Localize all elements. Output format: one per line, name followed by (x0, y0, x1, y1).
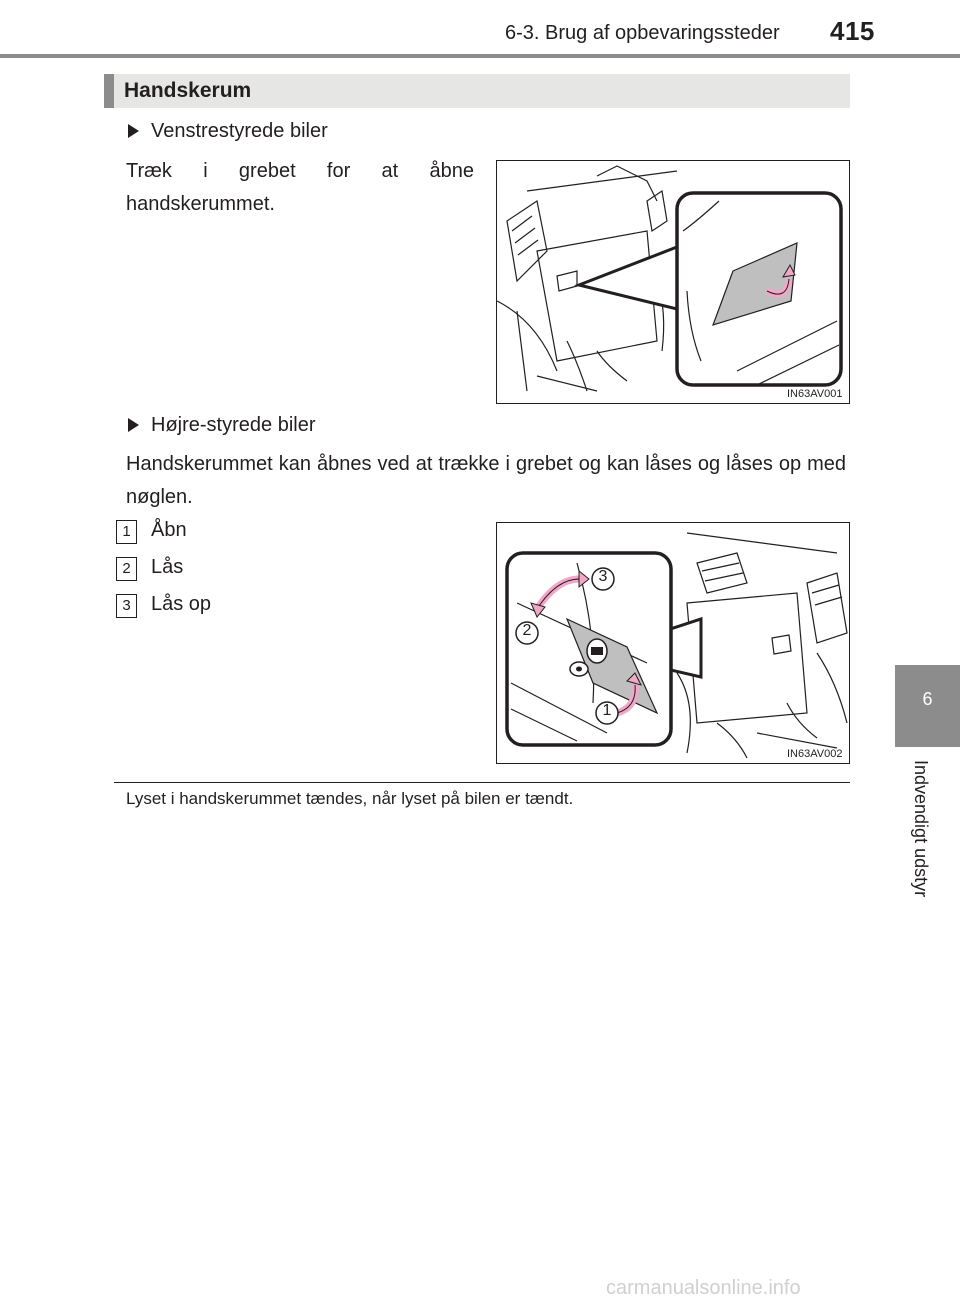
callout-2: 2 (522, 622, 532, 639)
item-number-1: 1 (116, 520, 137, 544)
note-rule (114, 782, 850, 783)
left-hand-text: Træk i grebet for at åbne handskerummet. (126, 160, 474, 215)
item-label-open: Åbn (151, 519, 187, 541)
figure-code-right: IN63AV002 (787, 748, 843, 760)
bullet-arrow-icon (128, 124, 139, 138)
item-number-2: 2 (116, 557, 137, 581)
header-rule (0, 54, 960, 58)
section-bar-accent (104, 74, 114, 108)
page-number: 415 (830, 16, 875, 46)
chapter-label: Indvendigt udstyr (911, 760, 931, 898)
figure-right-hand (496, 522, 850, 764)
header-title: 6-3. Brug af opbevaringssteder (505, 22, 780, 44)
item-number-3: 3 (116, 594, 137, 618)
callout-3: 3 (598, 568, 608, 585)
callout-1: 1 (602, 702, 612, 719)
bullet-arrow-icon (128, 418, 139, 432)
left-hand-label: Venstrestyrede biler (151, 120, 328, 142)
figure-left-hand (496, 160, 850, 404)
figure-code-left: IN63AV001 (787, 388, 843, 400)
note-text: Lyset i handskerummet tændes, når lyset på bilen er tændt. (126, 789, 574, 808)
glovebox-left-illustration (497, 161, 849, 403)
right-hand-label: Højre-styrede biler (151, 414, 316, 436)
chapter-number: 6 (922, 689, 933, 709)
watermark: carmanualsonline.info (606, 1277, 801, 1299)
glovebox-right-illustration (497, 523, 849, 763)
right-hand-text: Handskerummet kan åbnes ved at trække i grebet og kan låses og låses op med nøglen. (126, 453, 846, 508)
item-label-unlock: Lås op (151, 593, 212, 615)
item-label-lock: Lås (151, 556, 184, 578)
section-title: Handskerum (124, 79, 252, 102)
